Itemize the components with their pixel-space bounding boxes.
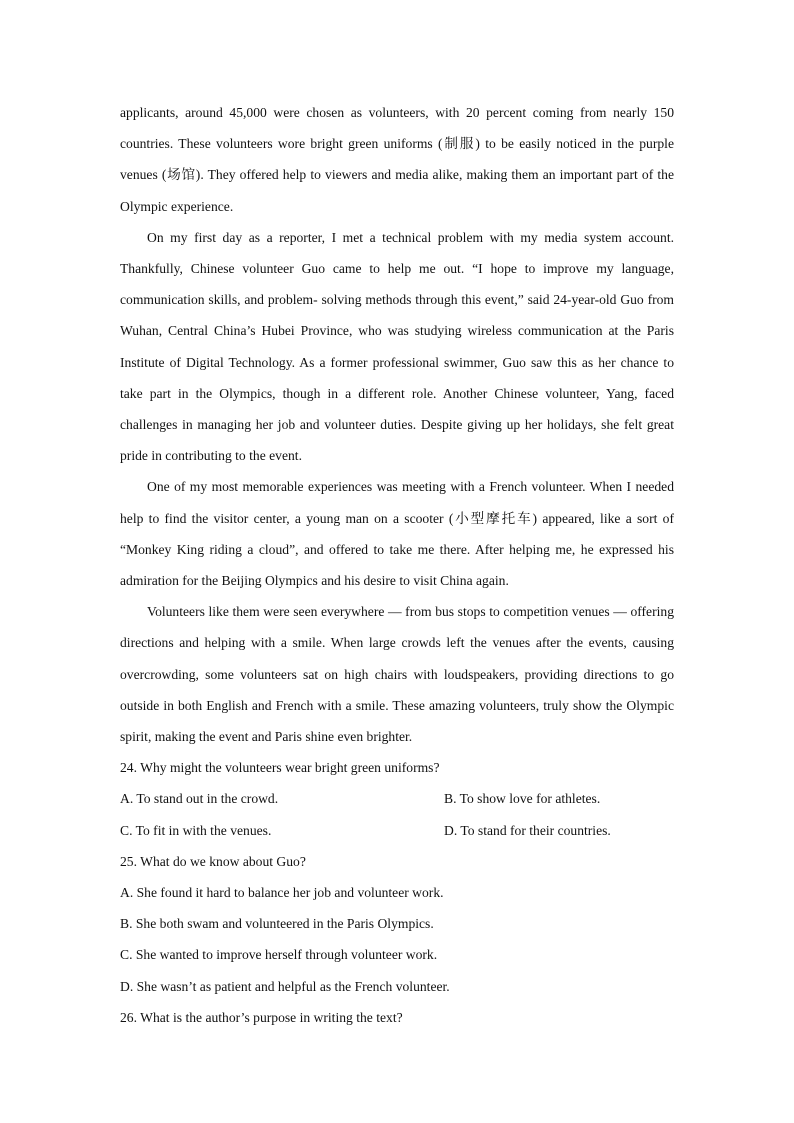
question-25-option-c: C. She wanted to improve herself through volunteer work. [120, 947, 438, 963]
question-24-option-b: B. To show love for athletes. [444, 791, 601, 807]
question-24 [120, 752, 674, 846]
question-24-option-d: D. To stand for their countries. [444, 822, 611, 838]
passage-paragraph-4: Volunteers like them were seen everywhere — from bus stops to competition venues — offering directions and helping with a smile. When large crowds left the venues after the events, causing overcrowding, some volunteers sat on high chairs with loudspeakers, providing directions to go outside in both English and French with a smile. These amazing volunteers, truly show the Olympic spirit, making the event and Paris shine even brighter. [120, 604, 674, 745]
question-25-option-d: D. She wasn’t as patient and helpful as the French volunteer. [120, 978, 450, 994]
question-24-options-row-2 [120, 815, 674, 846]
question-24-option-a: A. To stand out in the crowd. [120, 791, 279, 807]
question-26 [120, 1002, 674, 1033]
question-25-stem: 25. What do we know about Guo? [120, 853, 306, 869]
question-24-option-c: C. To fit in with the venues. [120, 822, 272, 838]
question-25-option-b: B. She both swam and volunteered in the Paris Olympics. [120, 916, 434, 932]
question-24-options-row-1 [120, 783, 674, 814]
document-page [120, 97, 674, 1033]
question-25 [120, 846, 674, 1002]
question-26-stem: 26. What is the author’s purpose in writing the text? [120, 1009, 403, 1025]
passage-paragraph-1: applicants, around 45,000 were chosen as volunteers, with 20 percent coming from nearly 150 countries. These volunteers wore bright green uniforms (制服) to be easily noticed in the purple venues (场馆). They offered help to viewers and media alike, making them an important part of the Olympic experience. [120, 105, 674, 214]
passage-paragraph-3: One of my most memorable experiences was meeting with a French volunteer. When I needed help to find the visitor center, a young man on a scooter (小型摩托车) appeared, like a sort of “Monkey King riding a cloud”, and offered to take me there. After helping me, he expressed his admiration for the Beijing Olympics and his desire to visit China again. [120, 479, 674, 589]
question-25-option-a: A. She found it hard to balance her job and volunteer work. [120, 885, 444, 901]
passage-paragraph-2: On my first day as a reporter, I met a technical problem with my media system account. Thankfully, Chinese volunteer Guo came to help me out. “I hope to improve my language, communication skills, and problem- solving methods through this event,” said 24-year-old Guo from Wuhan, Central China’s Hubei Province, who was studying wireless communication at the Paris Institute of Digital Technology. As a former professional swimmer, Guo saw this as her chance to take part in the Olympics, though in a different role. Another Chinese volunteer, Yang, faced challenges in managing her job and volunteer duties. Despite giving up her holidays, she felt great pride in contributing to the event. [120, 229, 674, 464]
question-24-stem: 24. Why might the volunteers wear bright green uniforms? [120, 760, 440, 776]
